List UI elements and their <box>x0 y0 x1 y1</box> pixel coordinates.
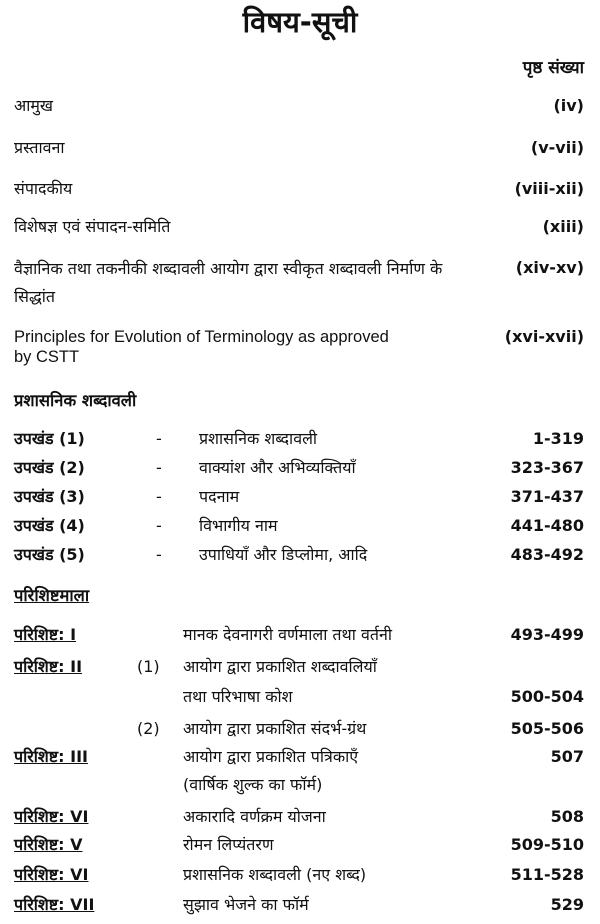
entry-page: (xvi-xvii) <box>504 327 584 346</box>
appendix-row <box>14 654 584 680</box>
entry-text: वैज्ञानिक तथा तकनीकी शब्दावली आयोग द्वारा स्वीकृत शब्दावली निर्माण के सिद्धांत <box>14 259 443 306</box>
appendix-label: परिशिष्ट: VI <box>14 807 89 826</box>
appendix-sub-number: (2) <box>137 719 160 738</box>
subsection-page: 483-492 <box>510 545 584 564</box>
subsection-label: उपखंड (3) <box>14 487 85 506</box>
toc-entry <box>14 93 584 119</box>
entry-page: (iv) <box>553 96 584 115</box>
appendix-row <box>14 622 584 648</box>
page-number-header: पृष्ठ संख्या <box>522 58 584 78</box>
appendix-page: 511-528 <box>510 865 584 884</box>
appendix-row <box>14 684 584 710</box>
entry-text: Principles for Evolution of Terminology as approved by CSTT <box>14 328 389 366</box>
appendix-page: 509-510 <box>510 835 584 854</box>
appendix-row <box>14 804 584 830</box>
appendix-label: परिशिष्ट: II <box>14 657 83 676</box>
page-title: विषय-सूची <box>242 5 358 39</box>
subsection-label: उपखंड (2) <box>14 458 85 477</box>
appendix-label: परिशिष्ट: VI <box>14 865 89 884</box>
subsection-page: 1-319 <box>532 429 584 448</box>
appendix-row <box>14 832 584 858</box>
subsection-text: वाक्यांश और अभिव्यक्तियाँ <box>199 458 356 477</box>
appendix-sub-number: (1) <box>137 657 160 676</box>
section-heading: प्रशासनिक शब्दावली <box>14 391 137 410</box>
subsection-text: प्रशासनिक शब्दावली <box>199 429 318 448</box>
appendix-text: अकारादि वर्णक्रम योजना <box>183 807 326 826</box>
appendix-label: परिशिष्ट: I <box>14 625 77 644</box>
appendix-page: 507 <box>550 747 584 766</box>
appendix-page: 500-504 <box>510 687 584 706</box>
toc-entry <box>14 176 584 202</box>
toc-entry <box>14 214 584 240</box>
entry-text: प्रस्तावना <box>14 138 65 157</box>
entry-page: (xiv-xv) <box>515 258 584 277</box>
appendix-text: सुझाव भेजने का फॉर्म <box>183 895 309 914</box>
appendix-text: तथा परिभाषा कोश <box>183 687 293 706</box>
entry-text: संपादकीय <box>14 179 73 198</box>
dash: - <box>156 458 162 477</box>
subsection-text: उपाधियाँ और डिप्लोमा, आदि <box>199 545 368 564</box>
subsection-text: पदनाम <box>199 487 240 506</box>
entry-page: (xiii) <box>542 217 584 236</box>
entry-page: (viii-xii) <box>514 179 584 198</box>
subsection-page: 441-480 <box>510 516 584 535</box>
subsection-row <box>14 426 584 452</box>
subsection-page: 371-437 <box>510 487 584 506</box>
subsection-text: विभागीय नाम <box>199 516 278 535</box>
toc-entry <box>14 135 584 161</box>
subsection-label: उपखंड (1) <box>14 429 85 448</box>
dash: - <box>156 429 162 448</box>
appendix-row <box>14 716 584 742</box>
appendix-text: रोमन लिप्यंतरण <box>183 835 274 854</box>
entry-text: विशेषज्ञ एवं संपादन-समिति <box>14 217 171 236</box>
appendix-page: 508 <box>550 807 584 826</box>
appendix-row <box>14 862 584 888</box>
dash: - <box>156 545 162 564</box>
appendix-text: (वार्षिक शुल्क का फॉर्म) <box>183 775 323 794</box>
subsection-label: उपखंड (5) <box>14 545 85 564</box>
subsection-row <box>14 455 584 481</box>
subsection-page: 323-367 <box>510 458 584 477</box>
appendix-text: मानक देवनागरी वर्णमाला तथा वर्तनी <box>183 625 393 644</box>
entry-page: (v-vii) <box>530 138 584 157</box>
dash: - <box>156 487 162 506</box>
subsection-row <box>14 484 584 510</box>
appendix-label: परिशिष्ट: III <box>14 747 88 766</box>
appendix-page: 529 <box>550 895 584 914</box>
subsection-row <box>14 542 584 568</box>
appendix-text: प्रशासनिक शब्दावली (नए शब्द) <box>183 865 367 884</box>
section-heading: परिशिष्टमाला <box>14 586 90 605</box>
subsection-label: उपखंड (4) <box>14 516 85 535</box>
appendix-text: आयोग द्वारा प्रकाशित संदर्भ-ग्रंथ <box>183 719 367 738</box>
appendix-text: आयोग द्वारा प्रकाशित शब्दावलियाँ <box>183 657 377 676</box>
appendix-label: परिशिष्ट: V <box>14 835 83 854</box>
appendix-text: आयोग द्वारा प्रकाशित पत्रिकाएँ <box>183 747 359 766</box>
appendix-row <box>14 744 584 770</box>
entry-text: आमुख <box>14 96 54 115</box>
subsection-row <box>14 513 584 539</box>
appendix-page: 505-506 <box>510 719 584 738</box>
appendix-page: 493-499 <box>510 625 584 644</box>
toc-entry <box>14 327 584 367</box>
appendix-label: परिशिष्ट: VII <box>14 895 95 914</box>
toc-entry <box>14 255 584 311</box>
appendix-row <box>14 892 584 918</box>
dash: - <box>156 516 162 535</box>
appendix-row <box>14 772 584 798</box>
